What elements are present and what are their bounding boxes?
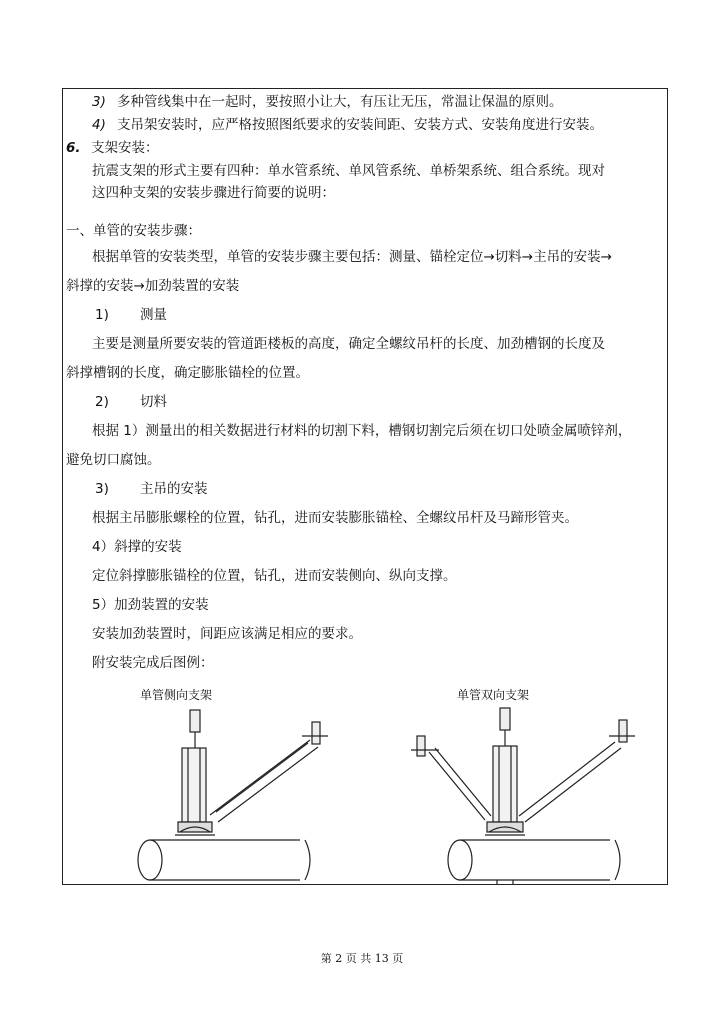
step-3-number: 3) [95, 481, 109, 497]
section-6-number: 6. [66, 140, 81, 156]
paragraph-line: 根据单管的安装类型，单管的安装步骤主要包括：测量、锚栓定位→切料→主吊的安装→ [92, 249, 612, 265]
paragraph-line: 这四种支架的安装步骤进行简要的说明： [92, 185, 335, 201]
paragraph-line: 主要是测量所要安装的管道距楼板的高度，确定全螺纹吊杆的长度、加劲槽钢的长度及 [92, 336, 605, 352]
paragraph-line: 定位斜撑膨胀锚栓的位置，钻孔，进而安装侧向、纵向支撑。 [92, 568, 457, 584]
item-4-text: 支吊架安装时，应严格按照图纸要求的安装间距、安装方式、安装角度进行安装。 [117, 117, 603, 133]
paragraph-line: 安装加劲装置时，间距应该满足相应的要求。 [92, 626, 362, 642]
step-2-title: 切料 [140, 394, 167, 410]
figure-right-caption: 单管双向支架 [457, 688, 530, 702]
paragraph-line: 抗震支架的形式主要有四种：单水管系统、单风管系统、单桥架系统、组合系统。现对 [92, 163, 605, 179]
single-pipe-bidirectional-bracket-figure [405, 700, 640, 885]
step-1-number: 1) [95, 307, 109, 323]
paragraph-line: 根据 1）测量出的相关数据进行材料的切割下料，槽钢切割完后须在切口处喷金属喷锌剂， [92, 423, 632, 439]
single-pipe-lateral-bracket-figure [120, 700, 340, 885]
item-3-number: 3) [92, 94, 106, 110]
paragraph-line: 斜撑槽钢的长度，确定膨胀锚栓的位置。 [66, 365, 309, 381]
item-4-number: 4) [92, 117, 106, 133]
step-1-title: 测量 [140, 307, 167, 323]
step-2-number: 2) [95, 394, 109, 410]
section-6-heading: 支架安装： [91, 140, 159, 156]
paragraph-line: 附安装完成后图例： [92, 655, 214, 671]
figure-left-caption: 单管侧向支架 [140, 688, 213, 702]
item-3-text: 多种管线集中在一起时，要按照小让大，有压让无压，常温让保温的原则。 [117, 94, 563, 110]
page-footer: 第 2 页 共 13 页 [320, 952, 404, 965]
step-5-title: 5）加劲装置的安装 [92, 597, 209, 613]
paragraph-line: 避免切口腐蚀。 [66, 452, 161, 468]
step-3-title: 主吊的安装 [140, 481, 208, 497]
subsection-heading: 一、单管的安装步骤： [66, 223, 201, 239]
paragraph-line: 根据主吊膨胀螺栓的位置，钻孔，进而安装膨胀锚栓、全螺纹吊杆及马蹄形管夹。 [92, 510, 578, 526]
paragraph-line: 斜撑的安装→加劲装置的安装 [66, 278, 240, 294]
step-4-title: 4）斜撑的安装 [92, 539, 182, 555]
